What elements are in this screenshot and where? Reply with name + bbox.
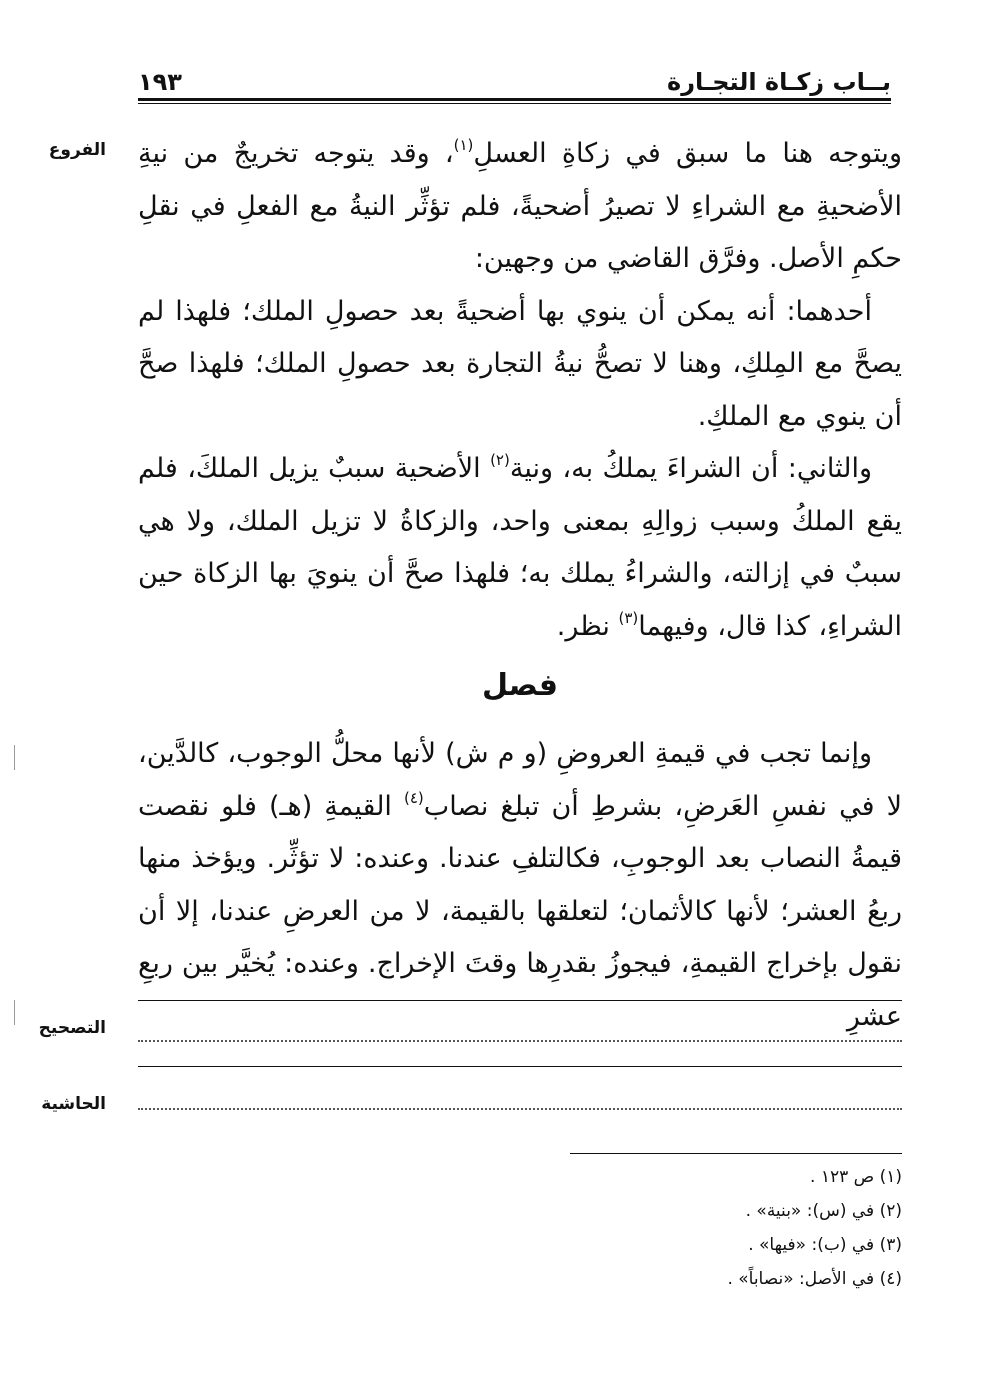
footnote-1: (١) ص ١٢٣ . [810, 1167, 902, 1187]
header-rule [138, 98, 891, 101]
annotation-field[interactable] [138, 1108, 902, 1110]
annotation-label: الحاشية [41, 1094, 106, 1114]
text-run: ويتوجه هنا ما سبق في زكاةِ العسلِ [473, 138, 902, 169]
paragraph-3 [138, 443, 902, 653]
text-run: أحدهما: أنه يمكن أن ينوي بها أضحيةً بعد حصولِ الملك؛ فلهذا لم يصحَّ مع المِلكِ، وهنا لا تصحُّ نيةُ التجارة بعد حصولِ الملك؛ فلهذا صحَّ أن ينوي مع الملكِ. [138, 295, 902, 432]
footnote-ref-2[interactable]: (٢) [490, 451, 510, 469]
footnotes [400, 1160, 902, 1296]
correction-label: التصحيح [38, 1018, 106, 1038]
footnote-3: (٣) في (ب): «فيها» . [748, 1235, 902, 1255]
text-run: ، وقد يتوجه تخريجٌ من نيةِ الأضحيةِ مع الشراءِ لا تصيرُ أضحيةً، فلم تؤثِّر النيةُ مع الفعلِ في نقلِ حكمِ الأصل. وفرَّق القاضي من وجهين: [138, 138, 902, 274]
paragraph-1 [138, 128, 902, 286]
page-number: ١٩٣ [138, 68, 182, 96]
scan-edge-mark [14, 745, 15, 770]
side-label-furu: الفروع [48, 140, 106, 160]
scan-edge-mark [14, 1000, 15, 1025]
header-rule-thin [138, 103, 891, 104]
paragraph-2 [138, 286, 902, 444]
correction-field[interactable] [138, 1040, 902, 1042]
footnote-ref-4[interactable]: (٤) [404, 788, 424, 807]
paragraph-4 [138, 728, 902, 1043]
footnote-4: (٤) في الأصل: «نصاباً» . [727, 1269, 902, 1289]
chapter-title: بــاب زكـاة التجـارة [667, 68, 891, 96]
text-run: وإنما تجب في قيمةِ العروضِ (و م ش) لأنها محلُّ الوجوب، كالدَّين، لا في نفسِ العَرضِ، بشرطِ أن تبلغ نصاب [138, 738, 902, 822]
footnote-2: (٢) في (س): «بنية» . [745, 1201, 902, 1221]
text-run: نظر. [556, 610, 619, 642]
footnote-ref-3[interactable]: (٣) [618, 608, 639, 627]
section-title: فصل [482, 668, 558, 703]
text-run: والثاني: أن الشراءَ يملكُ به، ونية [509, 453, 872, 484]
footnote-ref-1[interactable]: (١) [453, 136, 474, 154]
annotation-top-rule [138, 1066, 902, 1067]
footnote-separator [570, 1153, 902, 1154]
section-text [138, 728, 902, 1043]
text-run: الأضحية سببٌ يزيل الملكَ، فلم يقع الملكُ وسبب زوالِهِ بمعنى واحد، والزكاةُ لا تزيل الملك، ولا هي سببٌ في إزالته، والشراءُ يملك به؛ فلهذا صحَّ أن ينويَ بها الزكاة حين الشراءِ، كذا قال، وفيهما [138, 453, 902, 642]
running-header [138, 62, 891, 96]
correction-top-rule [138, 1000, 902, 1001]
text-run: القيمةِ (هـ) فلو نقصت قيمةُ النصاب بعد الوجوبِ، فكالتلفِ عندنا. وعنده: لا تؤثِّر. ويؤخذ منها ربعُ العشر؛ لأنها كالأثمان؛ لتعلقها بالقيمة، لا من العرضِ عندنا، إلا أن نقول بإخراج القيمةِ، فيجوزُ بقدرِها وقتَ الإخراج. وعنده: يُخيَّر بين ربعِ عشرِ [138, 790, 902, 1032]
main-text [138, 128, 902, 653]
